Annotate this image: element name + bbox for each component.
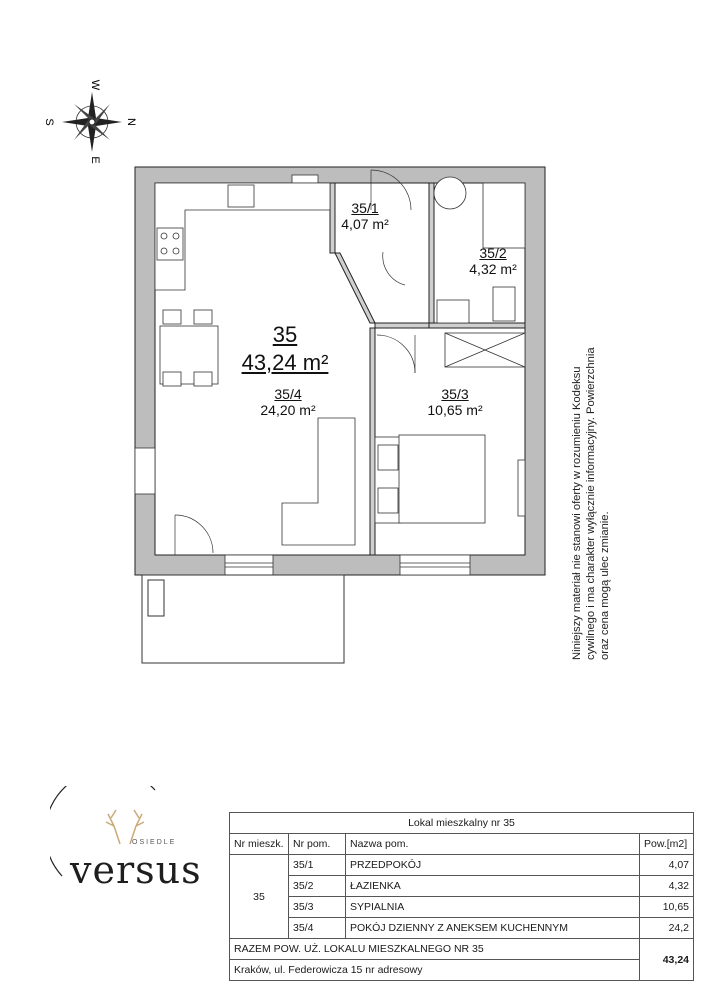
logo-small-text: OSIEDLE [132, 839, 177, 846]
sofa [282, 418, 355, 545]
room-name-cell: ŁAZIENKA [346, 876, 640, 897]
room-number: 35/2 [479, 245, 507, 261]
rooms-table [229, 812, 694, 981]
table-row [230, 897, 694, 918]
disclaimer-line: Niniejszy materiał nie stanowi oferty w rozumieniu Kodeksu [571, 366, 583, 660]
total-label: RAZEM POW. UŻ. LOKALU MIESZKALNEGO NR 35 [230, 939, 640, 960]
room-name-cell: PRZEDPOKÓJ [346, 855, 640, 876]
room-name-cell: SYPIALNIA [346, 897, 640, 918]
disclaimer-line: oraz cena mogą ulec zmianie. [599, 511, 611, 660]
room-area: 4,07 m² [341, 216, 389, 232]
room-label-35-3 [410, 386, 500, 418]
room-number: 35/4 [274, 386, 302, 402]
room-area: 10,65 m² [427, 402, 483, 418]
room-nr-cell: 35/2 [289, 876, 346, 897]
unit-number: 35 [272, 322, 298, 347]
room-area-cell: 10,65 [640, 897, 694, 918]
compass-e: E [89, 156, 101, 164]
balcony [142, 575, 344, 663]
dining-table [160, 310, 218, 386]
room-nr-cell: 35/1 [289, 855, 346, 876]
total-value: 43,24 [640, 939, 694, 981]
disclaimer-line: cywilnego i ma charakter wyłącznie informacyjny. Powierzchnia [585, 347, 597, 660]
kitchen [155, 183, 330, 290]
room-name-cell: POKÓJ DZIENNY Z ANEKSEM KUCHENNYM [346, 918, 640, 939]
compass-rose-icon [62, 92, 122, 152]
room-area: 24,20 m² [260, 402, 316, 418]
room-number: 35/1 [351, 200, 379, 216]
bed [375, 435, 485, 523]
unit-area: 43,24 m² [241, 350, 329, 375]
room-area-cell: 24,2 [640, 918, 694, 939]
compass-s: S [43, 118, 55, 126]
unit-nr-cell: 35 [230, 855, 289, 939]
compass-n: N [125, 118, 137, 126]
disclaimer [570, 300, 650, 660]
table-row [230, 876, 694, 897]
room-area-cell: 4,32 [640, 876, 694, 897]
compass-w: W [89, 79, 101, 91]
room-label-35-2 [448, 245, 538, 277]
room-nr-cell: 35/3 [289, 897, 346, 918]
room-area: 4,32 m² [469, 261, 517, 277]
header-unit-nr: Nr mieszk. [230, 834, 289, 855]
wardrobe [445, 333, 525, 367]
header-room-nr: Nr pom. [289, 834, 346, 855]
address: Kraków, ul. Federowicza 15 nr adresowy [230, 960, 640, 981]
table-row [230, 918, 694, 939]
room-label-35-1 [330, 200, 400, 232]
header-room-name: Nazwa pom. [346, 834, 640, 855]
header-area: Pow.[m2] [640, 834, 694, 855]
table-row [230, 855, 694, 876]
room-number: 35/3 [441, 386, 469, 402]
room-label-35-4 [238, 386, 338, 418]
room-area-cell: 4,07 [640, 855, 694, 876]
logo-name: versus [70, 848, 202, 892]
unit-label [230, 322, 340, 376]
table-title: Lokal mieszkalny nr 35 [230, 813, 694, 834]
room-nr-cell: 35/4 [289, 918, 346, 939]
